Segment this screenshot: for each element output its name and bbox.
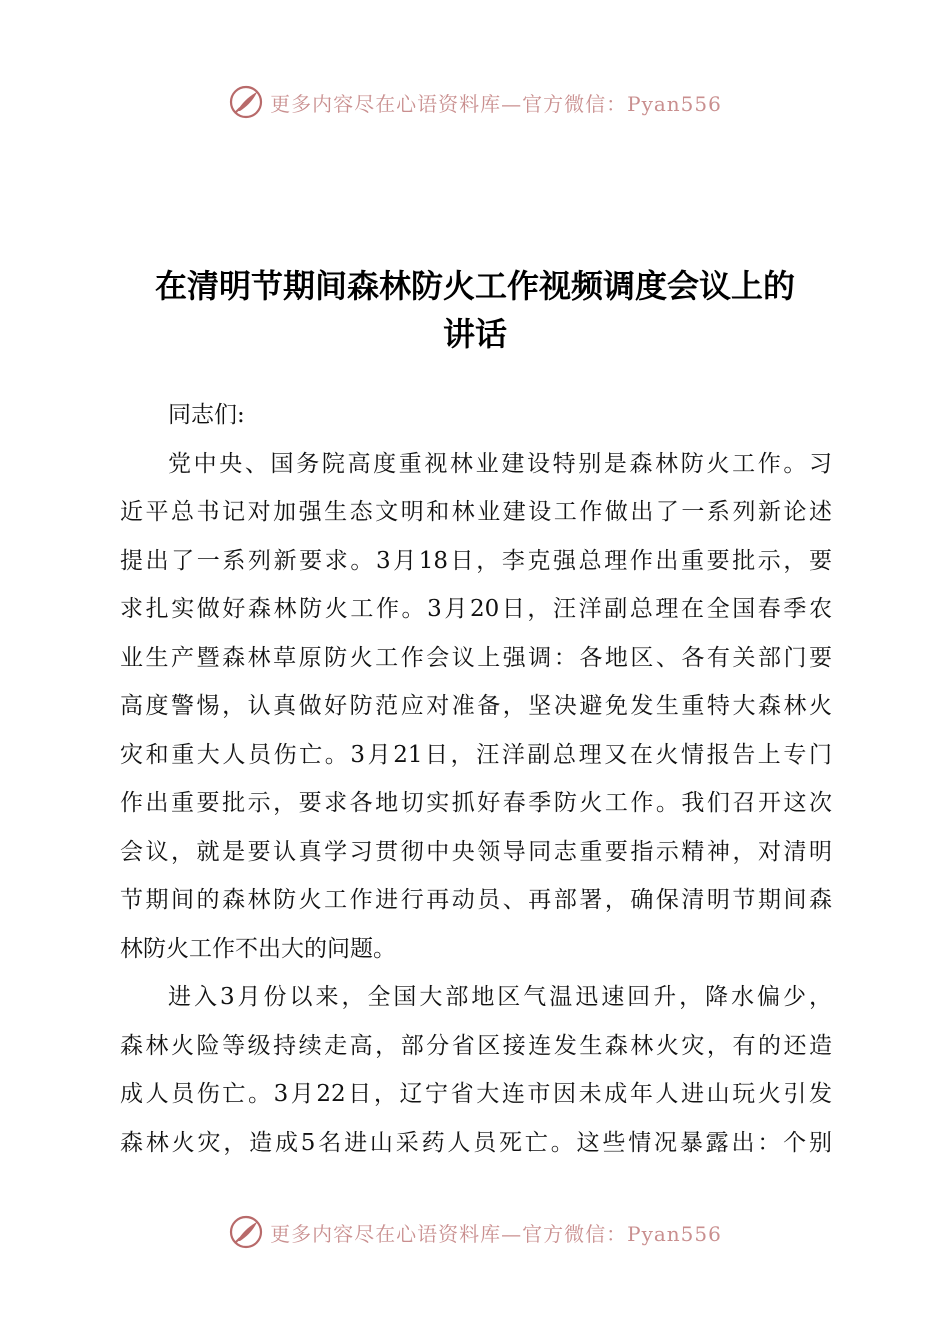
quill-pen-logo-icon	[228, 84, 264, 120]
paragraph-line: 作出重要批示，要求各地切实抓好春季防火工作。我们召开这次	[120, 790, 832, 816]
quill-pen-logo-icon	[228, 1214, 264, 1250]
document-body	[120, 391, 832, 1167]
paragraph-line: 成人员伤亡。3月22日，辽宁省大连市因未成年人进山玩火引发	[120, 1081, 832, 1107]
title-line: 讲话	[442, 315, 507, 353]
paragraph-line: 求扎实做好森林防火工作。3月20日，汪洋副总理在全国春季农	[120, 596, 832, 622]
watermark-text: 更多内容尽在心语资料库—官方微信：Pyan556	[270, 1221, 722, 1246]
paragraph-line: 灾和重大人员伤亡。3月21日，汪洋副总理又在火情报告上专门	[120, 741, 832, 768]
paragraph-line: 森林火险等级持续走高，部分省区接连发生森林火灾，有的还造	[120, 1032, 832, 1059]
paragraph-line: 进入3月份以来，全国大部地区气温迅速回升，降水偏少，	[168, 984, 832, 1010]
paragraph-line: 会议，就是要认真学习贯彻中央领导同志重要指示精神，对清明	[120, 838, 832, 865]
title-line: 在清明节期间森林防火工作视频调度会议上的	[154, 267, 795, 305]
header-watermark-banner	[0, 82, 950, 122]
paragraph-line: 党中央、国务院高度重视林业建设特别是森林防火工作。习	[168, 450, 832, 477]
paragraph-line: 业生产暨森林草原防火工作会议上强调：各地区、各有关部门要	[120, 644, 832, 671]
paragraph-line: 提出了一系列新要求。3月18日，李克强总理作出重要批示，要	[120, 547, 832, 574]
footer-watermark-banner	[0, 1212, 950, 1252]
salutation: 同志们:	[168, 402, 245, 428]
paragraph-line: 节期间的森林防火工作进行再动员、再部署，确保清明节期间森	[120, 887, 832, 913]
watermark-text: 更多内容尽在心语资料库—官方微信：Pyan556	[270, 91, 722, 116]
document-title	[100, 262, 850, 358]
paragraph-line: 近平总书记对加强生态文明和林业建设工作做出了一系列新论述	[120, 499, 832, 525]
paragraph-line: 林防火工作不出大的问题。	[120, 935, 396, 962]
paragraph-line: 高度警惕，认真做好防范应对准备，坚决避免发生重特大森林火	[120, 693, 832, 719]
paragraph-line: 森林火灾，造成5名进山采药人员死亡。这些情况暴露出：个别	[120, 1129, 832, 1156]
